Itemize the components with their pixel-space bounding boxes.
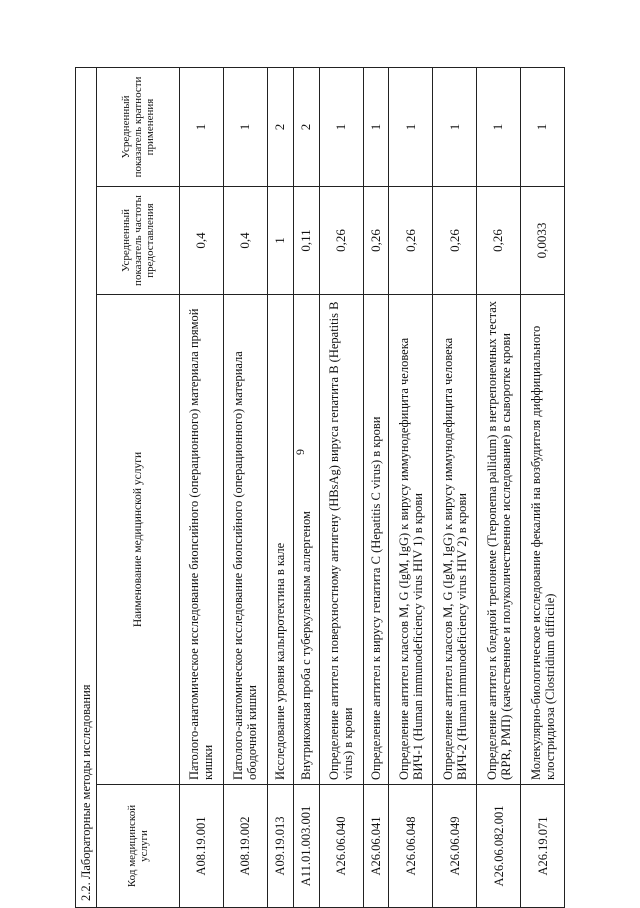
frequency-cell: 0,26 [363,187,389,295]
header-frequency: Усредненный показатель частоты предоставления [97,187,180,295]
service-name-cell: Определение антител классов M, G (IgM, IgG) к вирусу иммунодефицита человека ВИЧ-1 (Human immunodeficiency virus HIV 1) в крови [389,295,433,785]
table-row [223,67,267,907]
service-code-cell: A26.19.071 [521,785,565,908]
service-name-cell: Определение антител к бледной трепонеме (Treponema pallidum) в нетрепонемных тестах (RPR, РМП) (качественное и полуколичественное исследование) в сыворотке крови [477,295,521,785]
header-multiplicity: Усредненный показатель кратности применения [97,67,180,186]
table-row [477,67,521,907]
table-row [267,67,293,907]
table-row [433,67,477,907]
section-row [76,67,97,907]
multiplicity-cell: 1 [223,67,267,186]
frequency-cell: 0,0033 [521,187,565,295]
service-code-cell: A08.19.001 [180,785,224,908]
service-name-cell: Молекулярно-биологическое исследование фекалий на возбудителя диффициального клостридиоза (Clostridium difficile) [521,295,565,785]
table-body [76,67,565,907]
lab-methods-table [75,67,565,908]
multiplicity-cell: 1 [180,67,224,186]
service-name-cell: Определение антител к поверхностному антигену (HBsAg) вируса гепатита В (Hepatitis B virus) в крови [319,295,363,785]
table-row [319,67,363,907]
frequency-cell: 0,4 [180,187,224,295]
service-code-cell: A26.06.082.001 [477,785,521,908]
service-code-cell: A26.06.040 [319,785,363,908]
multiplicity-cell: 1 [389,67,433,186]
frequency-cell: 0,11 [293,187,319,295]
section-title: 2.2. Лабораторные методы исследования [76,67,97,907]
frequency-cell: 1 [267,187,293,295]
multiplicity-cell: 2 [293,67,319,186]
frequency-cell: 0,26 [389,187,433,295]
service-name-cell: Патолого-анатомическое исследование биопсийного (операционного) материала прямой кишки [180,295,224,785]
rotated-table-frame [75,68,565,908]
frequency-cell: 0,4 [223,187,267,295]
header-name: Наименование медицинской услуги [97,295,180,785]
service-code-cell: A26.06.048 [389,785,433,908]
service-code-cell: A26.06.049 [433,785,477,908]
multiplicity-cell: 1 [477,67,521,186]
service-code-cell: A11.01.003.001 [293,785,319,908]
service-code-cell: A08.19.002 [223,785,267,908]
service-name-cell: Исследование уровня кальпротектина в кале [267,295,293,785]
table-row [389,67,433,907]
table-row [521,67,565,907]
page-number: 6 [293,449,308,455]
table-row [363,67,389,907]
table-row [180,67,224,907]
frequency-cell: 0,26 [433,187,477,295]
header-code: Код медицинской услуги [97,785,180,908]
service-code-cell: A26.06.041 [363,785,389,908]
service-code-cell: A09.19.013 [267,785,293,908]
header-row [97,67,180,907]
service-name-cell: Определение антител к вирусу гепатита С (Hepatitis C virus) в крови [363,295,389,785]
service-name-cell: Определение антител классов M, G (IgM, IgG) к вирусу иммунодефицита человека ВИЧ-2 (Human immunodeficiency virus HIV 2) в крови [433,295,477,785]
multiplicity-cell: 1 [521,67,565,186]
table-wrapper [75,68,565,908]
service-name-cell: Патолого-анатомическое исследование биопсийного (операционного) материала ободочной кишки [223,295,267,785]
multiplicity-cell: 2 [267,67,293,186]
multiplicity-cell: 1 [363,67,389,186]
frequency-cell: 0,26 [477,187,521,295]
service-name-cell: Внутрикожная проба с туберкулезным аллергеном [293,295,319,785]
table-row [293,67,319,907]
multiplicity-cell: 1 [319,67,363,186]
frequency-cell: 0,26 [319,187,363,295]
multiplicity-cell: 1 [433,67,477,186]
